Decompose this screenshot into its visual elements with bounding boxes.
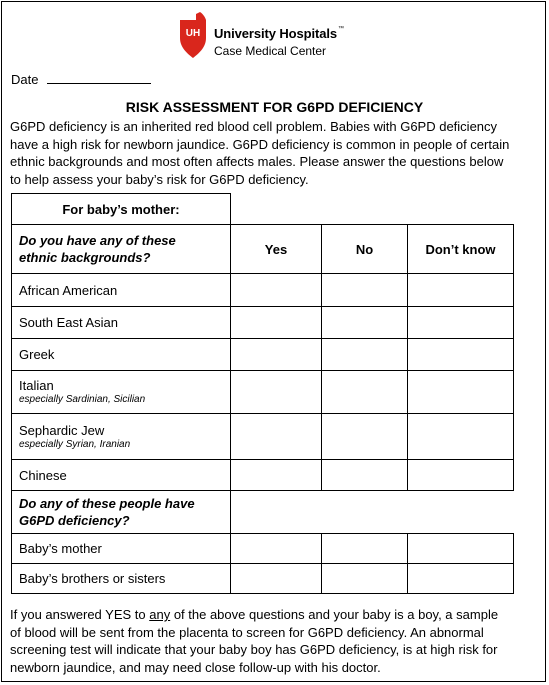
table-row [12,564,514,594]
answer-cell-no[interactable] [322,274,408,307]
intro-line: ethnic backgrounds and most often affects males. Please answer the questions below [10,154,504,169]
table-row [12,534,514,564]
answer-cell-no[interactable] [322,371,408,414]
university-hospitals-logo-icon [172,12,212,60]
question-blank [231,491,514,534]
answer-cell-dont-know[interactable] [408,307,514,339]
answer-cell-no[interactable] [322,534,408,564]
closing-paragraph [10,606,542,676]
intro-line: G6PD deficiency is an inherited red blood cell problem. Babies with G6PD deficiency [10,119,498,134]
row-note: especially Sardinian, Sicilian [19,394,146,405]
table-row [12,460,514,491]
date-field [11,72,151,87]
answer-cell-no[interactable] [322,414,408,460]
table-row [12,371,514,414]
risk-assessment-table [11,193,514,594]
intro-paragraph [10,118,542,188]
answer-cell-yes[interactable] [231,460,322,491]
question-ethnic-backgrounds: Do you have any of these ethnic backgrounds? [12,225,231,274]
row-label-greek: Greek [12,339,231,371]
answer-cell-dont-know[interactable] [408,460,514,491]
answer-cell-dont-know[interactable] [408,534,514,564]
institution-name: University Hospitals™ [214,26,344,41]
answer-cell-no[interactable] [322,307,408,339]
column-header-dont-know: Don’t know [408,225,514,274]
answer-cell-yes[interactable] [231,339,322,371]
question-people-g6pd: Do any of these people have G6PD deficiency? [12,491,231,534]
row-label-babys-siblings: Baby’s brothers or sisters [12,564,231,594]
intro-line: to help assess your baby’s risk for G6PD deficiency. [10,171,309,187]
emphasis-any: any [149,607,171,622]
answer-cell-yes[interactable] [231,534,322,564]
answer-cell-yes[interactable] [231,564,322,594]
row-label-sephardic-jew: Sephardic Jew especially Syrian, Iranian [12,414,231,460]
page-title: RISK ASSESSMENT FOR G6PD DEFICIENCY [125,99,424,115]
answer-cell-no[interactable] [322,564,408,594]
answer-cell-dont-know[interactable] [408,339,514,371]
institution-subtitle: Case Medical Center [214,44,327,58]
header-blank [231,194,514,225]
svg-text:UH: UH [185,28,201,39]
answer-cell-dont-know[interactable] [408,564,514,594]
column-header-yes: Yes [231,225,322,274]
answer-cell-no[interactable] [322,339,408,371]
outro-line: screening test will indicate that your baby boy has G6PD deficiency, is at high risk for [10,642,498,657]
date-blank[interactable] [47,72,151,84]
answer-cell-dont-know[interactable] [408,371,514,414]
row-label-chinese: Chinese [12,460,231,491]
answer-cell-no[interactable] [322,460,408,491]
answer-cell-dont-know[interactable] [408,414,514,460]
outro-line: newborn jaundice, and may need close follow-up with his doctor. [10,659,381,675]
outro-line: If you answered YES to any of the above questions and your baby is a boy, a sample [10,607,499,622]
outro-line: of blood will be sent from the placenta to screen for G6PD deficiency. An abnormal [10,624,484,640]
answer-cell-dont-know[interactable] [408,274,514,307]
table-row [12,414,514,460]
intro-line: have a high risk for newborn jaundice. G6PD deficiency is common in people of certain [10,136,510,152]
row-label-italian: Italian especially Sardinian, Sicilian [12,371,231,414]
section-header-mother: For baby’s mother: [12,194,231,225]
date-label: Date [11,72,39,87]
answer-cell-yes[interactable] [231,371,322,414]
row-label-south-east-asian: South East Asian [12,307,231,339]
answer-cell-yes[interactable] [231,307,322,339]
row-label-african-american: African American [12,274,231,307]
column-header-no: No [322,225,408,274]
table-row [12,339,514,371]
row-note: especially Syrian, Iranian [19,438,131,450]
answer-cell-yes[interactable] [231,414,322,460]
answer-cell-yes[interactable] [231,274,322,307]
table-row [12,307,514,339]
row-label-babys-mother: Baby’s mother [12,534,231,564]
table-row [12,274,514,307]
